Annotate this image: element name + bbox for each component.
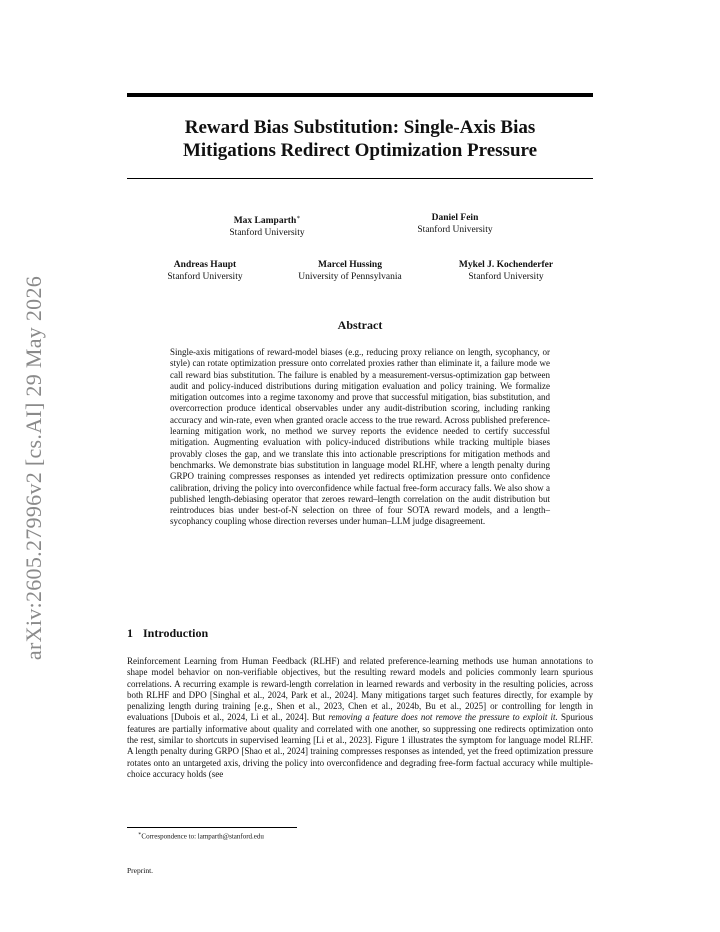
author-block <box>280 259 420 283</box>
preprint-label: Preprint. <box>127 866 154 875</box>
author-block <box>400 212 510 236</box>
footnote: ∗Correspondence to: lamparth@stanford.edu <box>138 832 264 841</box>
author-affiliation: Stanford University <box>417 225 493 235</box>
title-bottom-rule <box>127 178 593 179</box>
paper-title-line-1: Reward Bias Substitution: Single-Axis Bias <box>184 117 536 138</box>
paper-title <box>127 116 593 162</box>
author-block <box>150 259 260 283</box>
abstract-body: Single-axis mitigations of reward-model biases (e.g., reducing proxy reliance on length, sycophancy, or style) can rotate optimization pressure onto correlated proxies rather than eliminate it, a failure mode we call reward bias substitution. The failure is enabled by a measurement-versus-optimization gap between audit and policy-induced distributions during mitigation evaluation and policy training. We formalize mitigation outcomes into a regime taxonomy and prove that successful mitigation, bias substitution, and overcorrection produce identical observables under any audit-distribution scoring, including ranking accuracy and win-rate, even when granted oracle access to the true reward. Across published preference-learning mitigation work, no method we survey reports the evidence needed to certify successful mitigation. Augmenting evaluation with policy-induced distributions while tracking multiple biases provably closes the gap, and we translate this into actionable prescriptions for mitigation methods and benchmarks. We demonstrate bias substitution in language model RLHF, where a length penalty during GRPO training compresses responses as intended yet redirects optimization pressure onto confidence calibration, driving the policy into overconfidence while factual free-form accuracy falls. We also show a published length-debiasing operator that zeroes reward–length correlation on the audit distribution but reintroduces bias under best-of-N selection on three of four SOTA reward models, and a length–sycophancy coupling whose direction reverses under human–LLM judge disagreement. <box>170 347 550 527</box>
author-name: Daniel Fein <box>431 213 479 223</box>
author-affiliation: Stanford University <box>468 272 544 282</box>
section-title: Introduction <box>143 626 209 640</box>
section-number: 1 <box>127 626 133 640</box>
author-name: Andreas Haupt <box>173 260 237 270</box>
arxiv-identifier-text: arXiv:2605.27996v2 [cs.AI] 29 May 2026 <box>21 275 46 661</box>
arxiv-identifier <box>18 258 50 678</box>
abstract-heading: Abstract <box>337 318 383 332</box>
author-affiliation: University of Pennsylvania <box>298 272 402 282</box>
correspondence-mark: ∗ <box>296 215 301 221</box>
author-name: Max Lamparth∗ <box>233 215 301 227</box>
author-name: Mykel J. Kochenderfer <box>458 260 554 270</box>
author-name: Marcel Hussing <box>318 260 382 270</box>
author-affiliation: Stanford University <box>167 272 243 282</box>
emphasized-claim: removing a feature does not remove the pressure to exploit it. <box>328 712 558 723</box>
author-block <box>443 259 569 283</box>
footnote-mark: ∗ <box>138 832 142 837</box>
section-heading <box>127 626 208 641</box>
footnote-rule <box>127 827 297 828</box>
introduction-paragraph: Reinforcement Learning from Human Feedback (RLHF) and related preference-learning methods use human annotations to shape model behavior on non-verifiable objectives, but the resulting reward models and policies commonly learn spurious correlations. A recurring example is reward-length correlation in learned rewards and verbosity in the resulting policies, across both RLHF and DPO [Singhal et al., 2024, Park et al., 2024]. Many mitigations target such features directly, for example by penalizing length during training [e.g., Shen et al., 2023, Chen et al., 2024b, Bu et al., 2025] or controlling for length in evaluations [Dubois et al., 2024, Li et al., 2024]. But removing a feature does not remove the pressure to exploit it. Spurious features are partially informative about quality and correlated with one another, so suppressing one redirects optimization onto the rest, similar to shortcuts in supervised learning [Li et al., 2023]. Figure 1 illustrates the symptom for language model RLHF. A length penalty during GRPO [Shao et al., 2024] training compresses responses as intended, yet the freed optimization pressure rotates onto an untargeted axis, driving the policy into overconfidence and degrading free-form factual accuracy while multiple-choice accuracy holds (see <box>127 656 593 779</box>
author-block <box>212 212 322 239</box>
title-top-rule <box>127 93 593 97</box>
paper-title-line-2: Mitigations Redirect Optimization Pressure <box>182 140 538 161</box>
author-affiliation: Stanford University <box>229 228 305 239</box>
